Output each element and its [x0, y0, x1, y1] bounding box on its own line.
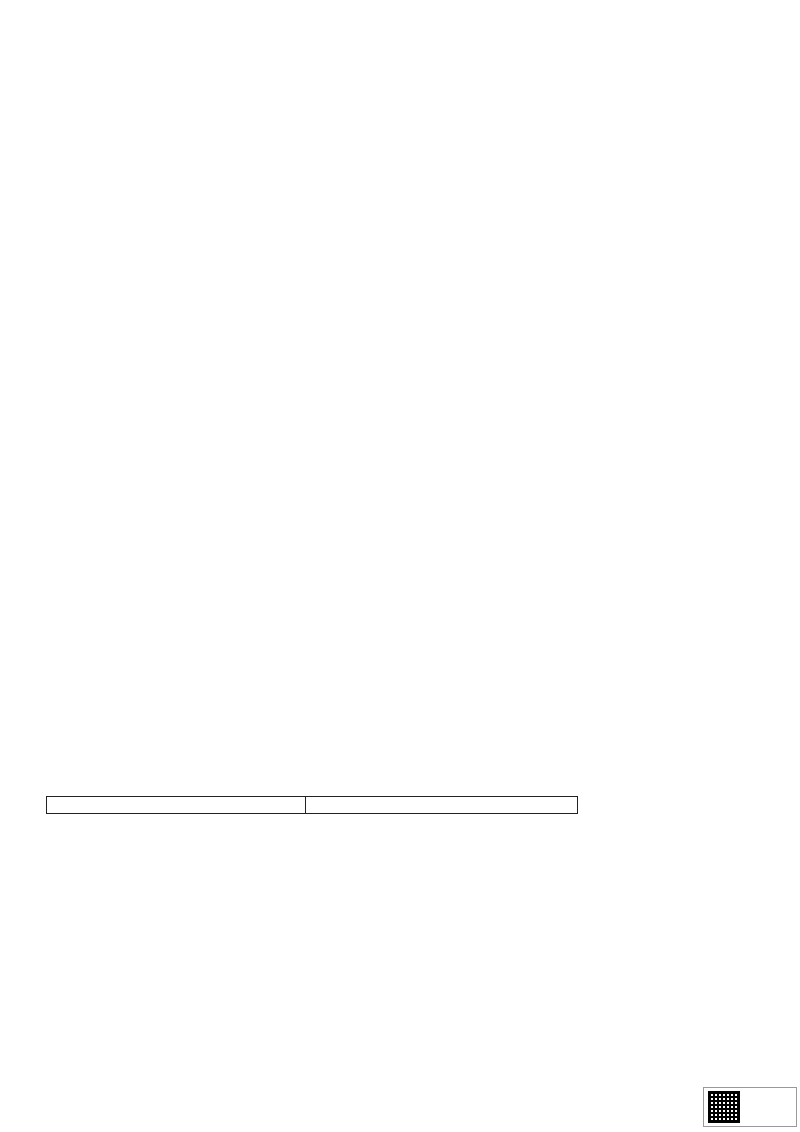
answer-page — [46, 36, 758, 52]
qr-code-icon — [708, 1091, 740, 1123]
scanner-watermark — [703, 1087, 797, 1127]
scoring-rubric-table — [46, 796, 578, 814]
table-header-content — [306, 797, 578, 814]
table-header-row — [47, 797, 578, 814]
table-header-logic — [47, 797, 306, 814]
